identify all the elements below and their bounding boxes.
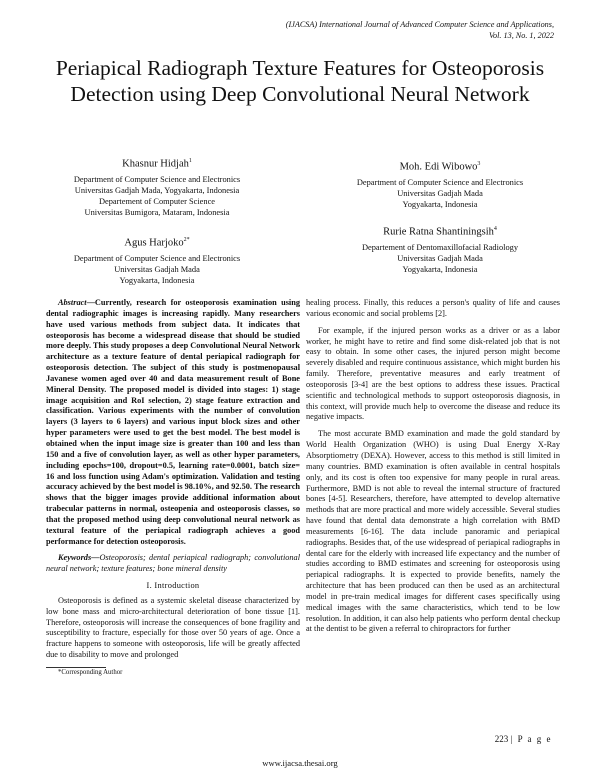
author-block-2 [42,233,272,286]
left-column [46,298,300,683]
author-affiliation: Department of Computer Science and Electronics [356,177,524,187]
site-url-link[interactable]: www.ijacsa.thesai.org [262,758,338,768]
keywords: Keywords—Osteoporosis; dental periapical radiograph; convolutional neural network; texture features; bone mineral density [46,553,300,574]
author-affiliation: Yogyakarta, Indonesia [402,264,478,274]
body-paragraph: healing process. Finally, this reduces a person's quality of life and causes various economic and social problems [2]. [306,298,560,318]
abstract-label: Abstract [58,298,87,307]
abstract: Abstract—Currently, research for osteoporosis examination using dental radiographic images is increasing rapidly. Many researchers have used various methods from subject data. It indicates that osteoporosis has become a widespread disease that should be studied more deeply. This study proposes a deep Convolutional Neural Network architecture as a texture feature of dental periapical radiograph for osteoporosis detection. The subject of this study is postmenopausal Javanese women aged over 40 and data measurement result of Bone Mineral Density. The proposed model is divided into stages: 1) stage image acquisition and RoI selection, 2) stage feature extraction and classification. Various experiments with the number of convolution layers (3 layers to 6 layers) and various input block sizes and other hyper parameters were used to get the best model. The best model is obtained when the input image size is greater than 100 and less than 150 and a five of convolution layer, as well as other hyper parameters, including epochs=100, dropout=0.5, learning rate=0.0001, batch size= 16 and loss function using Adam's optimization. Validation and testing accuracy achieved by the best model is 98.10%, and 92.50. The research shows that the bigger images provide additional information about trabecular patterns in normal, osteopenia and osteoporosis classes, so that the proposed method using deep convolutional neural network as textural feature of the periapical radiograph achieves a good performance for detection osteoporosis. [46,298,301,546]
author-block-1 [42,154,272,218]
intro-paragraph: Osteoporosis is defined as a systemic skeletal disease characterized by low bone mass and micro-architectural deterioration of bone tissue [1]. Therefore, osteoporosis will increase the consequences of bone fragility and susceptibility to fracture, especially for those over 50 years of age. Once a fracture happens to someone with osteoporosis, life will be greatly affected due to disability to move and prolonged [46,595,300,660]
author-affiliation: Departement of Dentomaxillofacial Radiology [361,242,519,252]
author-name: Agus Harjoko$^{2*}$ [124,237,190,249]
author-affiliation: Universitas Gadjah Mada, Yogyakarta, Indonesia [74,185,240,195]
keywords-text: Osteoporosis; dental periapical radiograph; convolutional neural network; texture features; bone mineral density [46,553,300,574]
author-affiliation: Yogyakarta, Indonesia [119,275,195,285]
abstract-text: Currently, research for osteoporosis examination using dental radiographic images is increasing rapidly. Many researchers have used various methods from subject data. It indicates that osteoporosis has become a widespread disease that should be studied more deeply. This study proposes a deep Convolutional Neural Network architecture as a texture feature of dental periapical radiograph for osteoporosis detection. The subject of this study is postmenopausal Javanese women aged over 40 and data measurement result of Bone Mineral Density. The proposed model is divided into stages: 1) stage image acquisition and RoI selection, 2) stage feature extraction and classification. Various experiments with the number of convolution layers (3 layers to 6 layers) and various input block sizes and other hyper parameters were used to get the best model. The best model is obtained when the input image size is greater than 100 and less than 150 and a five of convolution layer, as well as other hyper parameters, including epochs=100, dropout=0.5, learning rate=0.0001, batch size= 16 and loss function using Adam's optimization. Validation and testing accuracy achieved by the best model is 98.10%, and 92.50. The research shows that the bigger images provide additional information about trabecular patterns in normal, osteopenia and osteoporosis classes, so that the proposed method using deep convolutional neural network as textural feature of the periapical radiograph achieves a good performance for detection osteoporosis. [46,298,301,546]
author-block-3 [320,157,560,210]
right-column [306,298,560,641]
keywords-label: Keywords [58,553,92,563]
journal-header [214,19,554,41]
journal-header-line2: Vol. 13, No. 1, 2022 [488,31,554,40]
author-affiliation: Yogyakarta, Indonesia [402,199,478,209]
author-block-4 [320,222,560,275]
body-paragraph: The most accurate BMD examination and made the gold standard by World Health Organization (WHO) is using Dual Energy X-Ray Absorptiometry (DEXA). However, access to this method is still limited in many countries. BMD examination is often available in central hospitals only, and its cost is often too expensive for many people in rural areas. Furthermore, BMD is not able to reveal the internal structure of fractured bones [4-5]. Researchers, therefore, have attempted to develop alternative methods that are more practical and more widely accessible. Several studies have found that dental data demonstrate a high correlation with BMD measurements [6-16]. The data include panoramic and periapical radiographs. Besides that, of the use widespread of periapical radiographs in dental care for the elderly with increased life expectancy and the number of studies according to BMD estimates and screening for osteoporosis using periapical radiographs. It is expected to provide benefits, namely the architecture that has been produced can then be used as an architectural model in pre-train medical images for different cases specifically using medical images with the same characteristics, which tend to be low resolution. In addition, it can also help patients who perform dental checkup at the dentist to be given a referral to chiropractors for further [306,429,560,634]
section-heading-introduction: I. Introduction [146,581,200,591]
paper-title: Periapical Radiograph Texture Features for Osteoporosis Detection using Deep Convolutional Neural Network [55,56,545,106]
footnote: *Corresponding Author [58,669,123,676]
journal-header-line1: (IJACSA) International Journal of Advanced Computer Science and Applications, [285,20,554,29]
author-affiliation: Department of Computer Science and Electronics [73,253,241,263]
author-affiliation: Universitas Bumigora, Mataram, Indonesia [84,207,230,217]
author-affiliation: Universitas Gadjah Mada [114,264,200,274]
body-paragraph: For example, if the injured person works as a driver or as a labor worker, he might have to retire and find some disk-related job that is not easy to obtain. In some other cases, the injured person might become severely disabled and require continuous assistance, which might burden his family. Therefore, preventative measures and early treatment of osteoporosis [3-4] are the best options to address these issues. Practical scientific and technological methods to support osteoporosis diagnosis, in this context, will provide much help to overcome the disease and reduce its negative impacts. [306,325,560,422]
author-affiliation: Universitas Gadjah Mada [397,188,483,198]
author-name: Khasnur Hidjah$^1$ [122,158,192,170]
author-name: Rurie Ratna Shantiningsih$^4$ [383,226,497,238]
footnote-rule [46,667,106,668]
author-name: Moh. Edi Wibowo$^3$ [399,161,481,173]
author-affiliation: Department of Computer Science and Electronics [73,174,241,184]
author-affiliation: Universitas Gadjah Mada [397,253,483,263]
page-number: 223 | P a g e [494,734,552,744]
author-affiliation: Departement of Computer Science [98,196,216,206]
